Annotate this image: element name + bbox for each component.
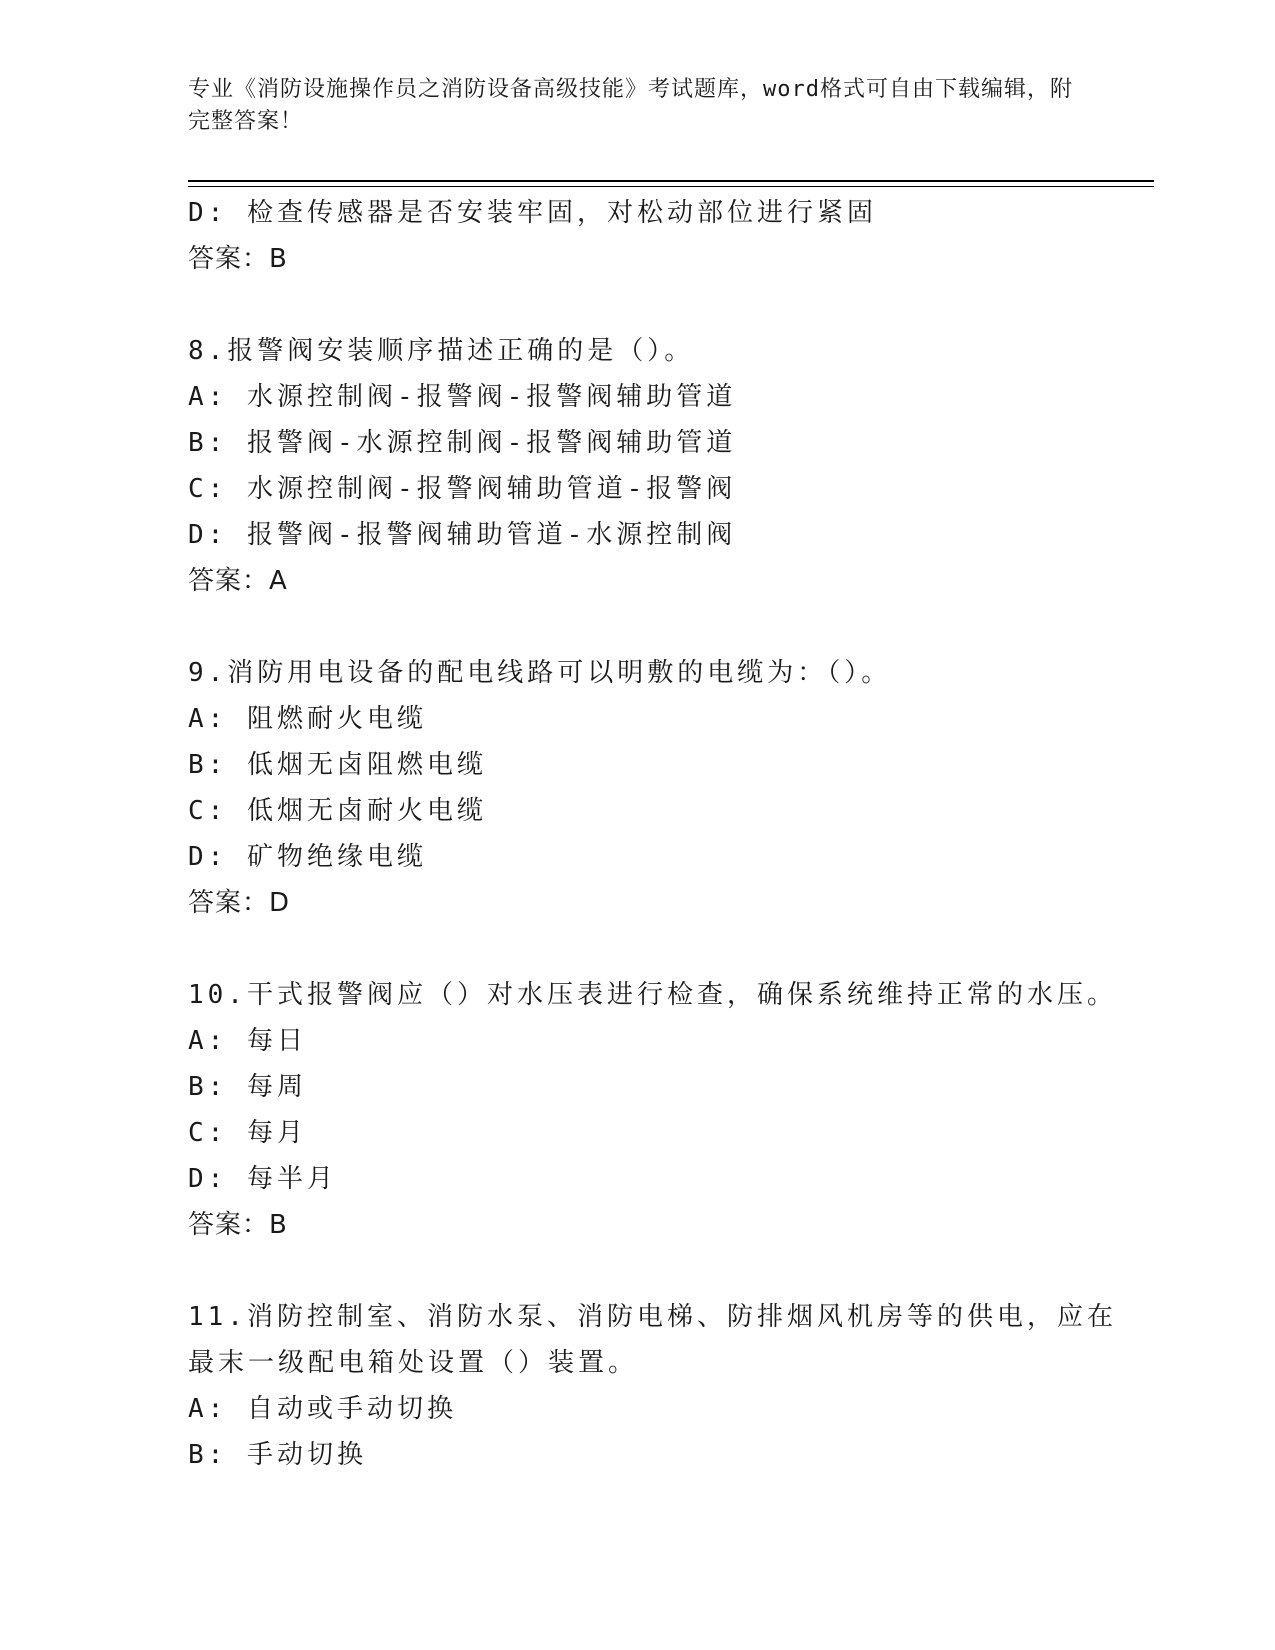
question-stem: 10.干式报警阀应（）对水压表进行检查，确保系统维持正常的水压。	[188, 980, 1117, 1010]
option-b: B: 每周	[188, 1072, 307, 1102]
option-d: D: 报警阀-报警阀辅助管道-水源控制阀	[188, 520, 737, 550]
option-b: B: 手动切换	[188, 1440, 367, 1470]
option-b: B: 报警阀-水源控制阀-报警阀辅助管道	[188, 428, 737, 458]
question-11	[188, 1294, 1117, 1478]
question-10	[188, 972, 1117, 1248]
question-stem-line-2: 最末一级配电箱处设置（）装置。	[188, 1348, 639, 1378]
question-9	[188, 650, 1108, 926]
answer: 答案：B	[188, 1210, 288, 1240]
question-8	[188, 328, 1108, 604]
option-d: D: 矿物绝缘电缆	[188, 842, 427, 872]
question-stem: 9.消防用电设备的配电线路可以明敷的电缆为：（）。	[188, 658, 892, 688]
option-c: C: 低烟无卤耐火电缆	[188, 796, 487, 826]
option-a: A: 阻燃耐火电缆	[188, 704, 427, 734]
option-a: A: 水源控制阀-报警阀-报警阀辅助管道	[188, 382, 737, 412]
question-stem-line-1: 11.消防控制室、消防水泵、消防电梯、防排烟风机房等的供电，应在	[188, 1302, 1117, 1332]
answer: 答案：A	[188, 566, 288, 596]
answer: 答案：B	[188, 244, 288, 274]
question-content	[188, 190, 1117, 1478]
option-d: D: 检查传感器是否安装牢固，对松动部位进行紧固	[188, 198, 877, 228]
option-c: C: 水源控制阀-报警阀辅助管道-报警阀	[188, 474, 737, 504]
option-b: B: 低烟无卤阻燃电缆	[188, 750, 487, 780]
header-rule-thick	[188, 180, 1154, 182]
document-header: 专业《消防设施操作员之消防设备高级技能》考试题库，word格式可自由下载编辑，附完整答案！	[188, 77, 1073, 134]
carryover-question	[188, 190, 1108, 282]
header-rule-thin	[188, 186, 1154, 187]
answer: 答案：D	[188, 888, 291, 918]
option-d: D: 每半月	[188, 1164, 337, 1194]
option-c: C: 每月	[188, 1118, 307, 1148]
option-a: A: 每日	[188, 1026, 307, 1056]
question-stem: 8.报警阀安装顺序描述正确的是（）。	[188, 336, 695, 366]
option-a: A: 自动或手动切换	[188, 1394, 457, 1424]
